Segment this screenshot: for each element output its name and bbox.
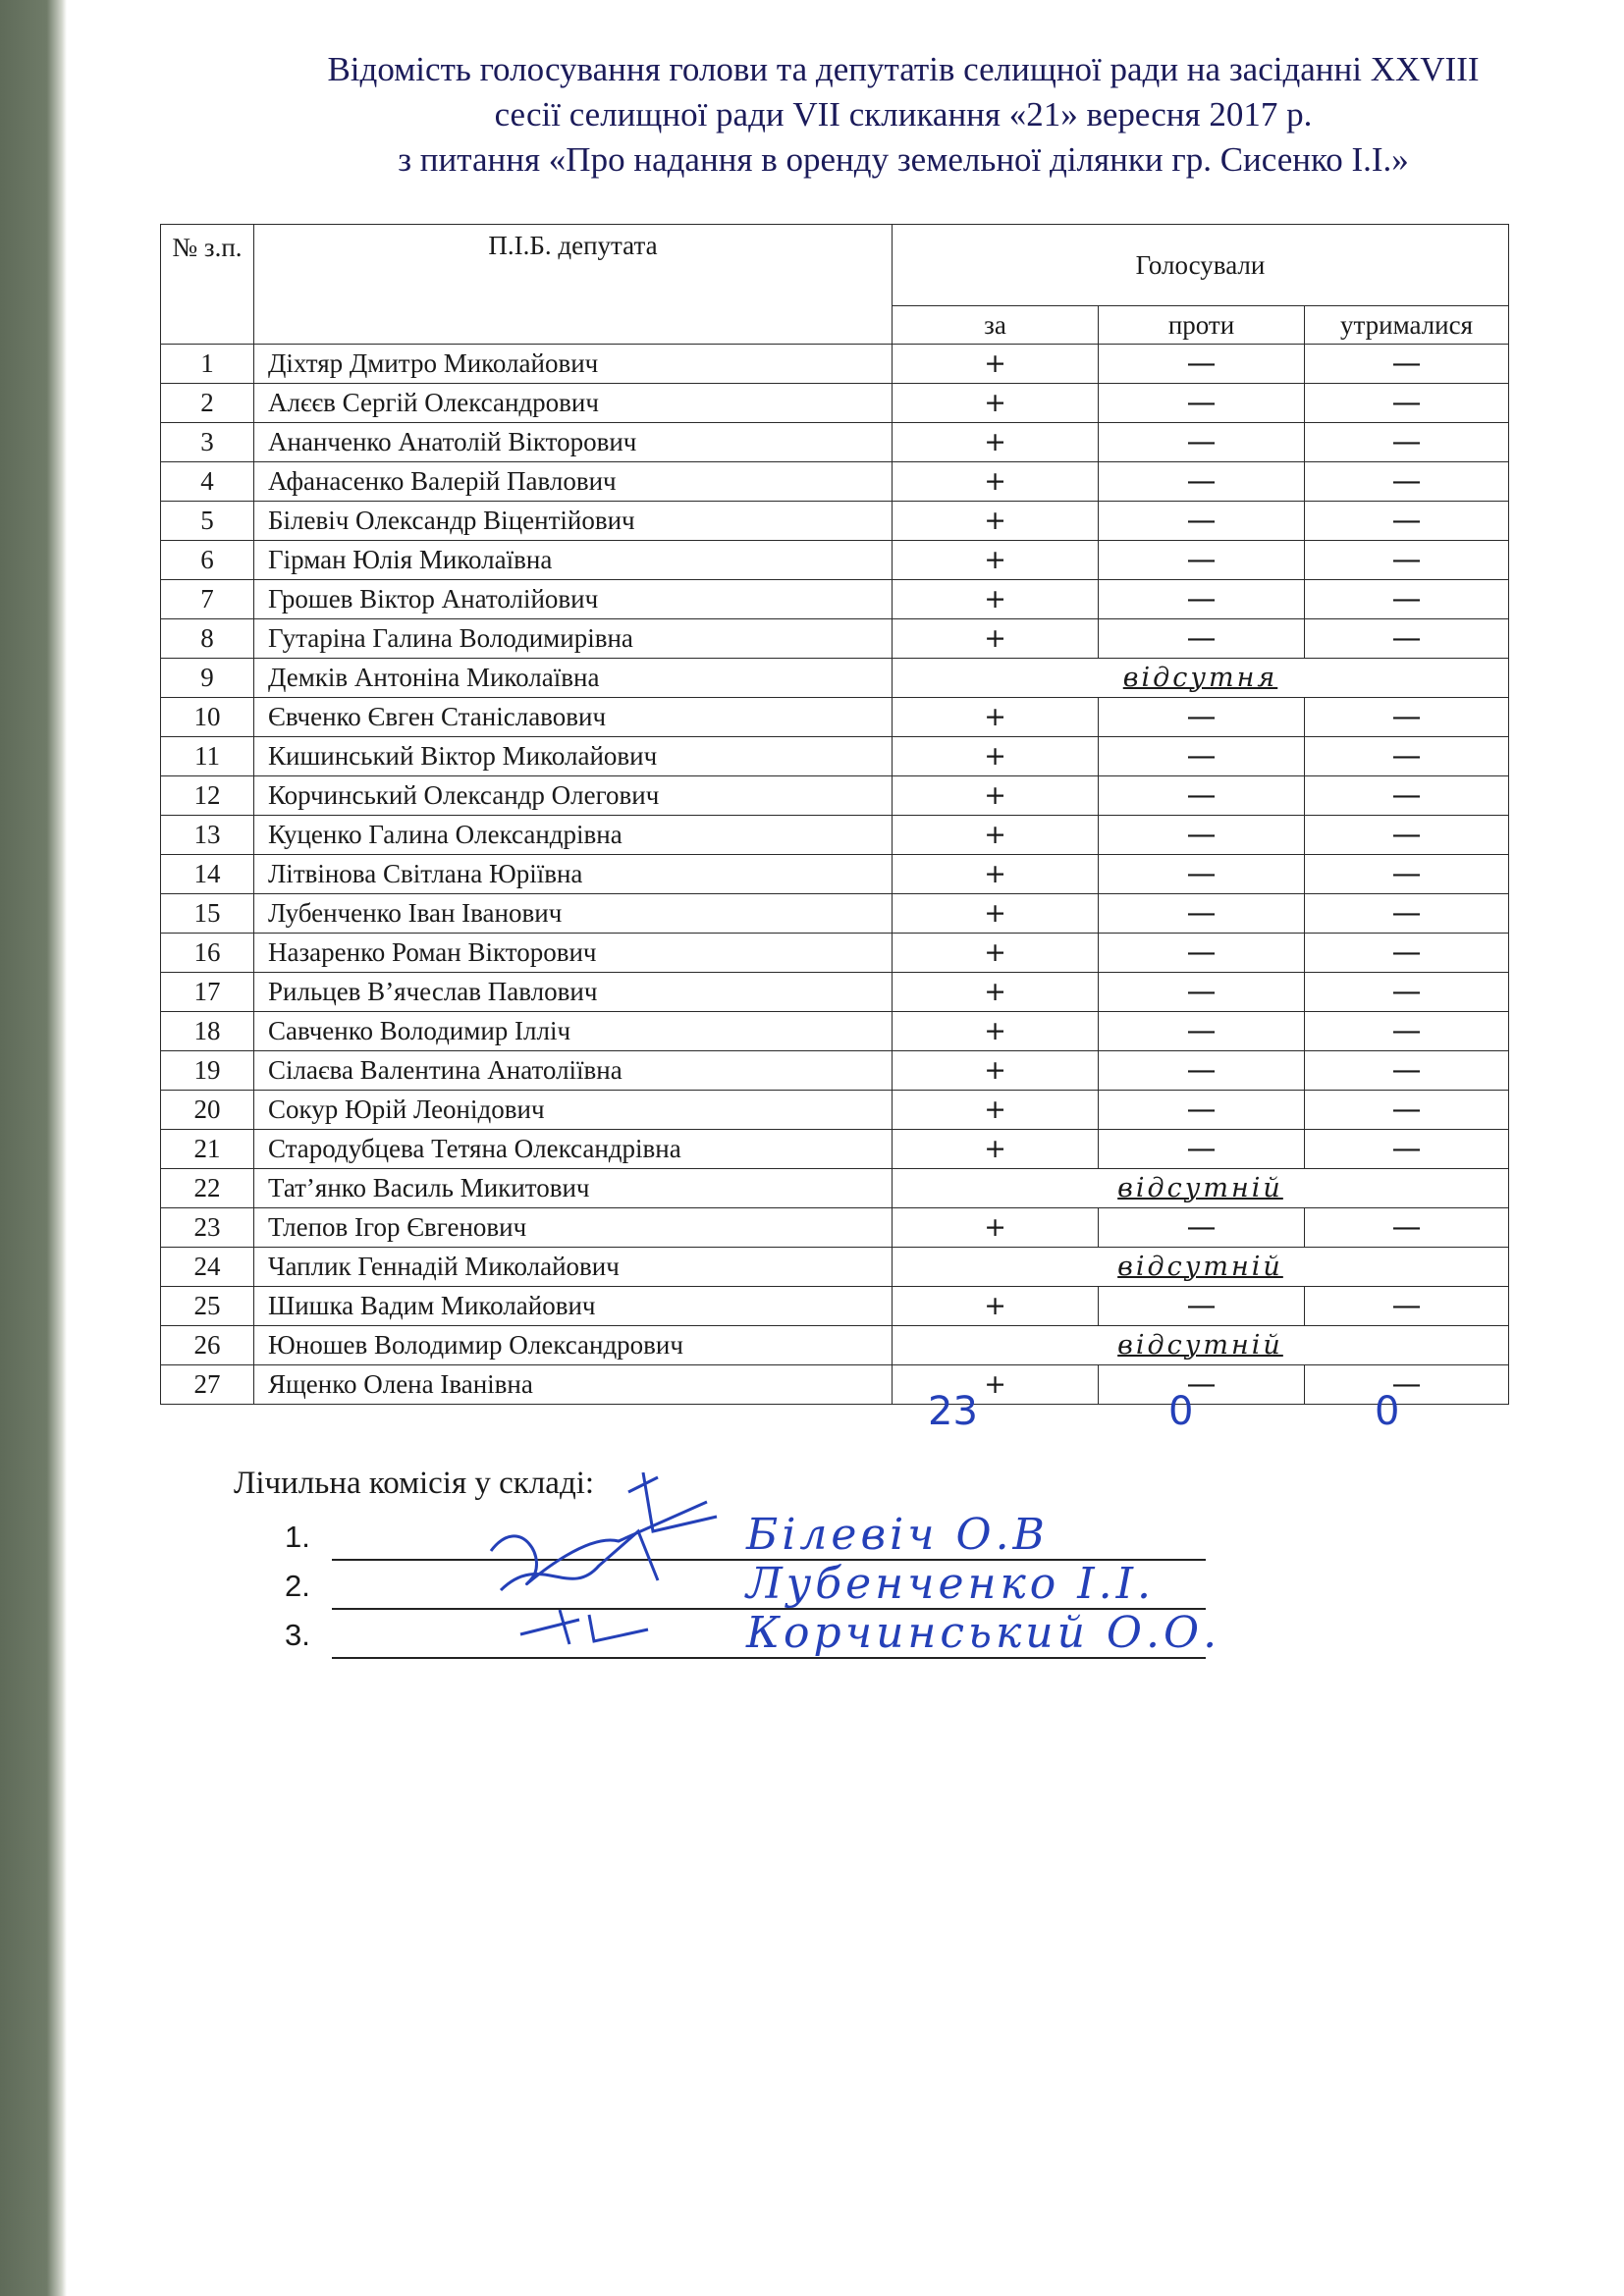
vote-abstained: — (1305, 384, 1509, 423)
vote-abstained: — (1305, 934, 1509, 973)
row-number: 12 (161, 776, 254, 816)
title-line-3: з питання «Про надання в оренду земельної ділянки гр. Сисенко І.І.» (398, 140, 1409, 179)
vote-against: — (1099, 1208, 1305, 1248)
vote-against: — (1099, 894, 1305, 934)
table-row (161, 619, 1509, 659)
vote-for: + (893, 462, 1099, 502)
row-number: 16 (161, 934, 254, 973)
voting-table (160, 224, 1509, 1405)
vote-for: + (893, 345, 1099, 384)
total-for: 23 (928, 1389, 978, 1434)
deputy-name: Юношев Володимир Олександрович (254, 1326, 893, 1365)
deputy-name: Афанасенко Валерій Павлович (254, 462, 893, 502)
row-number: 5 (161, 502, 254, 541)
vote-against: — (1099, 934, 1305, 973)
table-row (161, 1012, 1509, 1051)
vote-against: — (1099, 345, 1305, 384)
row-number: 3 (161, 423, 254, 462)
vote-against: — (1099, 973, 1305, 1012)
member-name: Білевіч О.В (746, 1510, 1049, 1560)
deputy-name: Шишка Вадим Миколайович (254, 1287, 893, 1326)
table-row (161, 1287, 1509, 1326)
vote-for: + (893, 1365, 1099, 1405)
vote-for: + (893, 1208, 1099, 1248)
vote-for: + (893, 541, 1099, 580)
deputy-name: Савченко Володимир Ілліч (254, 1012, 893, 1051)
deputy-name: Тат’янко Василь Микитович (254, 1169, 893, 1208)
title-line-1: Відомість голосування голови та депутатів селищної ради на засіданні XXVIII (327, 50, 1480, 88)
member-index: 3. (285, 1618, 310, 1652)
vote-for: + (893, 1287, 1099, 1326)
vote-abstained: — (1305, 855, 1509, 894)
table-row (161, 1208, 1509, 1248)
document-title (216, 47, 1591, 183)
deputy-name: Літвінова Світлана Юріївна (254, 855, 893, 894)
table-row (161, 934, 1509, 973)
table-row (161, 659, 1509, 698)
member-name: Корчинський О.О. (746, 1608, 1221, 1658)
vote-abstained: — (1305, 1012, 1509, 1051)
table-row (161, 1365, 1509, 1405)
vote-against: — (1099, 698, 1305, 737)
table-row (161, 894, 1509, 934)
vote-abstained: — (1305, 580, 1509, 619)
table-row (161, 1248, 1509, 1287)
deputy-name: Гутаріна Галина Володимирівна (254, 619, 893, 659)
row-number: 14 (161, 855, 254, 894)
vote-for: + (893, 894, 1099, 934)
row-number: 22 (161, 1169, 254, 1208)
table-row (161, 1326, 1509, 1365)
vote-for: + (893, 384, 1099, 423)
row-number: 13 (161, 816, 254, 855)
vote-for: + (893, 816, 1099, 855)
vote-for: + (893, 698, 1099, 737)
vote-against: — (1099, 1012, 1305, 1051)
table-row (161, 1169, 1509, 1208)
vote-abstained: — (1305, 1287, 1509, 1326)
vote-abstained: — (1305, 502, 1509, 541)
deputy-name: Демків Антоніна Миколаївна (254, 659, 893, 698)
deputy-name: Корчинський Олександр Олегович (254, 776, 893, 816)
row-number: 4 (161, 462, 254, 502)
row-number: 24 (161, 1248, 254, 1287)
header-name: П.І.Б. депутата (254, 225, 893, 345)
vote-for: + (893, 1091, 1099, 1130)
vote-against: — (1099, 1130, 1305, 1169)
vote-abstained: — (1305, 1091, 1509, 1130)
member-name: Лубенченко І.І. (746, 1559, 1155, 1609)
row-number: 19 (161, 1051, 254, 1091)
row-number: 15 (161, 894, 254, 934)
vote-abstained: — (1305, 698, 1509, 737)
scanner-edge-strip (0, 0, 67, 2296)
absent-note: відсутній (893, 1248, 1509, 1287)
vote-abstained: — (1305, 1208, 1509, 1248)
vote-abstained: — (1305, 816, 1509, 855)
vote-against: — (1099, 1051, 1305, 1091)
header-number: № з.п. (161, 225, 254, 345)
row-number: 11 (161, 737, 254, 776)
table-row (161, 423, 1509, 462)
deputy-name: Білевіч Олександр Віцентійович (254, 502, 893, 541)
vote-against: — (1099, 855, 1305, 894)
table-row (161, 502, 1509, 541)
deputy-name: Сокур Юрій Леонідович (254, 1091, 893, 1130)
deputy-name: Гірман Юлія Миколаївна (254, 541, 893, 580)
row-number: 23 (161, 1208, 254, 1248)
deputy-name: Чаплик Геннадій Миколайович (254, 1248, 893, 1287)
vote-against: — (1099, 580, 1305, 619)
vote-against: — (1099, 541, 1305, 580)
header-against: проти (1099, 306, 1305, 345)
deputy-name: Євченко Євген Станіславович (254, 698, 893, 737)
row-number: 2 (161, 384, 254, 423)
vote-against: — (1099, 737, 1305, 776)
deputy-name: Ященко Олена Іванівна (254, 1365, 893, 1405)
total-abstained: 0 (1375, 1389, 1400, 1434)
vote-for: + (893, 973, 1099, 1012)
vote-for: + (893, 1130, 1099, 1169)
vote-abstained: — (1305, 737, 1509, 776)
vote-against: — (1099, 1091, 1305, 1130)
deputy-name: Алєєв Сергій Олександрович (254, 384, 893, 423)
vote-abstained: — (1305, 1130, 1509, 1169)
vote-abstained: — (1305, 619, 1509, 659)
row-number: 20 (161, 1091, 254, 1130)
deputy-name: Куценко Галина Олександрівна (254, 816, 893, 855)
row-number: 8 (161, 619, 254, 659)
vote-for: + (893, 619, 1099, 659)
vote-for: + (893, 1051, 1099, 1091)
header-voted: Голосували (893, 225, 1509, 306)
vote-for: + (893, 737, 1099, 776)
vote-for: + (893, 1012, 1099, 1051)
vote-abstained: — (1305, 894, 1509, 934)
deputy-name: Стародубцева Тетяна Олександрівна (254, 1130, 893, 1169)
vote-abstained: — (1305, 973, 1509, 1012)
vote-for: + (893, 855, 1099, 894)
total-against: 0 (1168, 1389, 1194, 1434)
row-number: 7 (161, 580, 254, 619)
deputy-name: Назаренко Роман Вікторович (254, 934, 893, 973)
deputy-name: Сілаєва Валентина Анатоліївна (254, 1051, 893, 1091)
absent-note: відсутній (893, 1169, 1509, 1208)
deputy-name: Кишинський Віктор Миколайович (254, 737, 893, 776)
header-for: за (893, 306, 1099, 345)
vote-abstained: — (1305, 541, 1509, 580)
vote-against: — (1099, 776, 1305, 816)
table-row (161, 973, 1509, 1012)
vote-abstained: — (1305, 1365, 1509, 1405)
row-number: 17 (161, 973, 254, 1012)
deputy-name: Грошев Віктор Анатолійович (254, 580, 893, 619)
absent-note: відсутня (893, 659, 1509, 698)
row-number: 9 (161, 659, 254, 698)
deputy-name: Лубенченко Іван Іванович (254, 894, 893, 934)
table-row (161, 855, 1509, 894)
deputy-name: Ананченко Анатолій Вікторович (254, 423, 893, 462)
title-line-2: сесії селищної ради VII скликання «21» вересня 2017 р. (494, 95, 1313, 133)
table-row (161, 1091, 1509, 1130)
vote-for: + (893, 776, 1099, 816)
table-row (161, 580, 1509, 619)
vote-abstained: — (1305, 1051, 1509, 1091)
table-row (161, 1130, 1509, 1169)
table-row (161, 698, 1509, 737)
table-row (161, 776, 1509, 816)
deputy-name: Рильцев В’ячеслав Павлович (254, 973, 893, 1012)
vote-against: — (1099, 1287, 1305, 1326)
row-number: 21 (161, 1130, 254, 1169)
vote-abstained: — (1305, 462, 1509, 502)
row-number: 10 (161, 698, 254, 737)
voting-rows (161, 345, 1509, 1405)
header-abstained: утрималися (1305, 306, 1509, 345)
table-row (161, 816, 1509, 855)
vote-for: + (893, 423, 1099, 462)
member-index: 1. (285, 1520, 310, 1554)
row-number: 18 (161, 1012, 254, 1051)
absent-note: відсутній (893, 1326, 1509, 1365)
handwritten-signatures (461, 1472, 756, 1649)
vote-against: — (1099, 423, 1305, 462)
vote-abstained: — (1305, 345, 1509, 384)
row-number: 26 (161, 1326, 254, 1365)
vote-abstained: — (1305, 423, 1509, 462)
row-number: 27 (161, 1365, 254, 1405)
vote-against: — (1099, 1365, 1305, 1405)
vote-against: — (1099, 384, 1305, 423)
table-row (161, 737, 1509, 776)
vote-against: — (1099, 816, 1305, 855)
table-row (161, 345, 1509, 384)
table-row (161, 1051, 1509, 1091)
deputy-name: Діхтяр Дмитро Миколайович (254, 345, 893, 384)
table-row (161, 384, 1509, 423)
vote-against: — (1099, 462, 1305, 502)
member-index: 2. (285, 1569, 310, 1603)
row-number: 25 (161, 1287, 254, 1326)
row-number: 6 (161, 541, 254, 580)
deputy-name: Тлепов Ігор Євгенович (254, 1208, 893, 1248)
vote-for: + (893, 934, 1099, 973)
vote-for: + (893, 580, 1099, 619)
table-row (161, 541, 1509, 580)
commission-title: Лічильна комісія у складі: (234, 1466, 595, 1501)
vote-abstained: — (1305, 776, 1509, 816)
table-row (161, 462, 1509, 502)
row-number: 1 (161, 345, 254, 384)
vote-against: — (1099, 619, 1305, 659)
vote-against: — (1099, 502, 1305, 541)
vote-for: + (893, 502, 1099, 541)
